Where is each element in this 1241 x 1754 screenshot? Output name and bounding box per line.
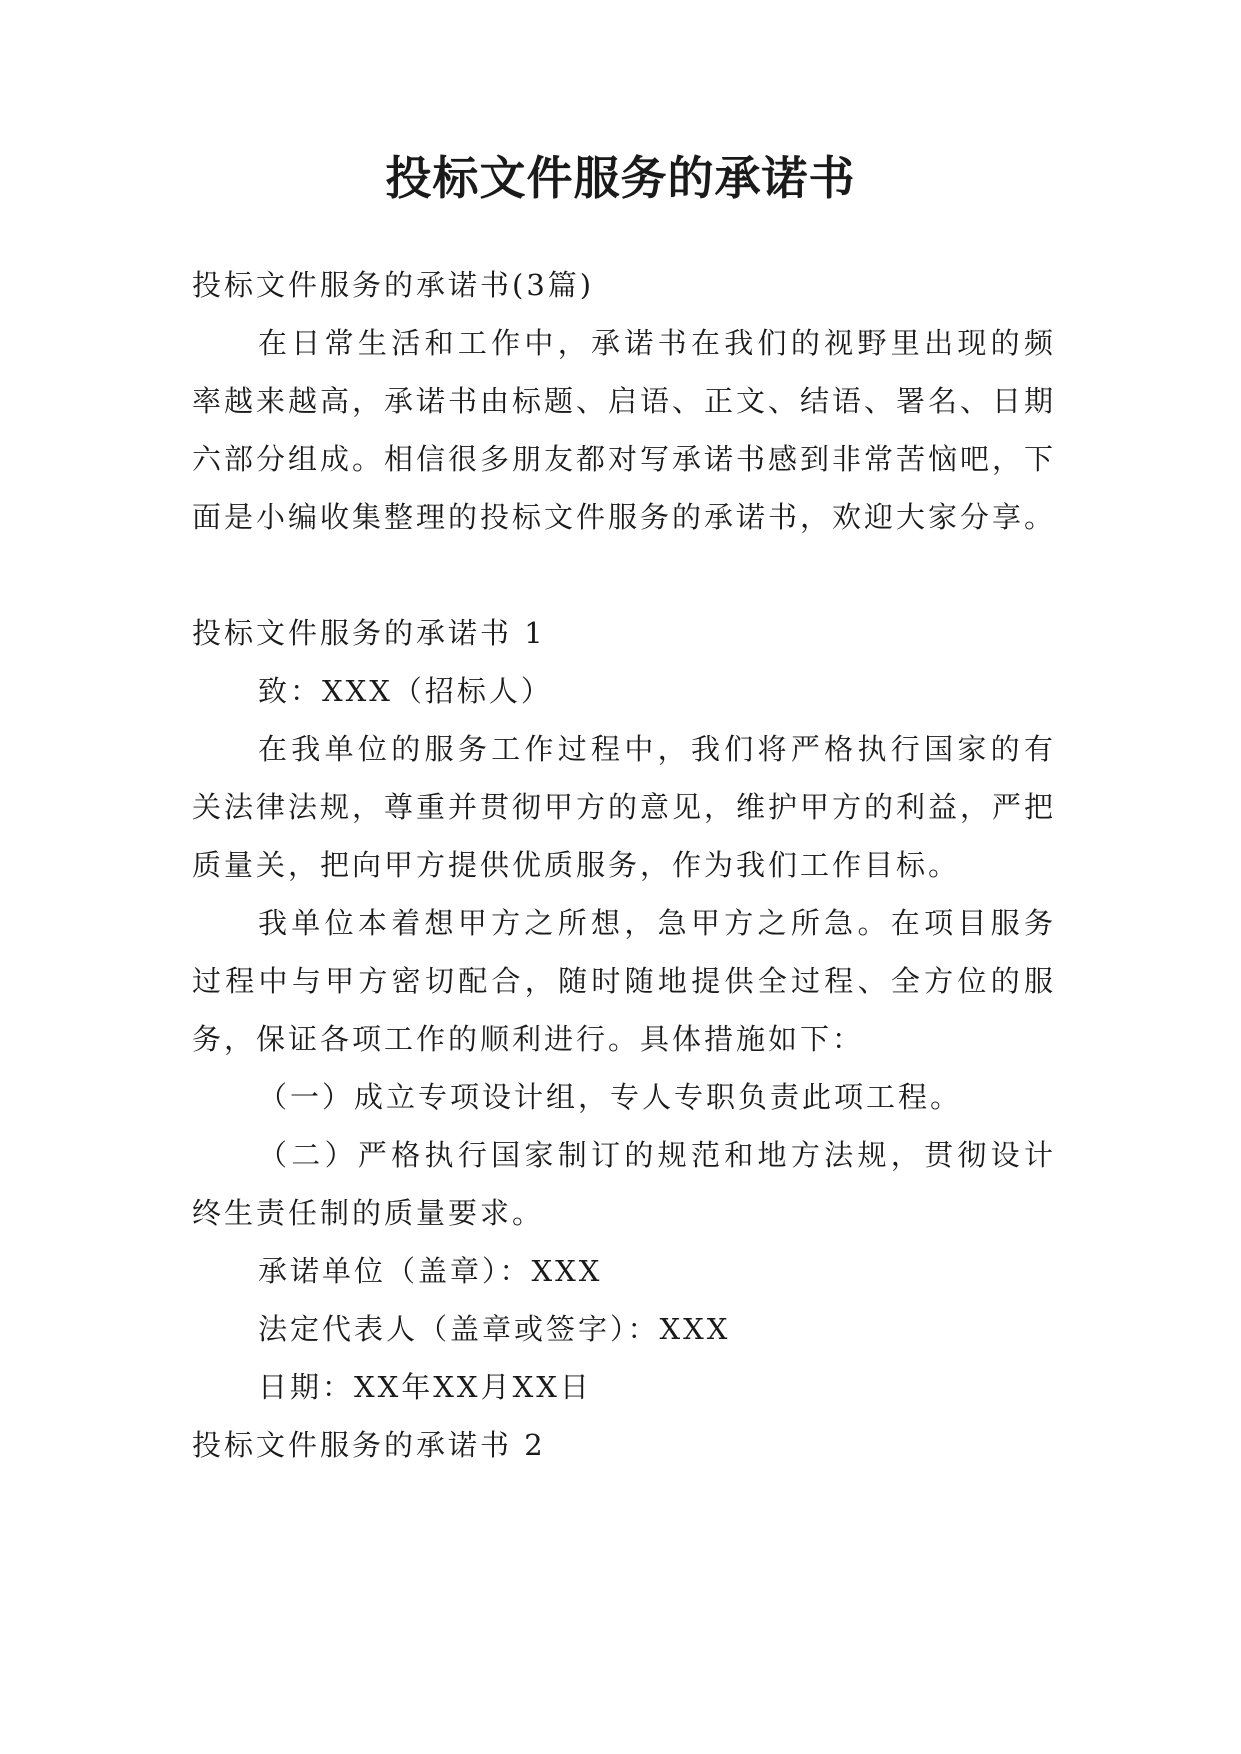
section-2-heading: 投标文件服务的承诺书 2 [192, 1428, 546, 1462]
section-1-heading: 投标文件服务的承诺书 1 [192, 616, 546, 650]
commitment-paragraph-1: 在我单位的服务工作过程中，我们将严格执行国家的有关法律法规，尊重并贯彻甲方的意见，维护甲方的利益，严把质量关，把向甲方提供优质服务，作为我们工作目标。 [192, 732, 1057, 882]
measure-item-2: （二）严格执行国家制订的规范和地方法规，贯彻设计终生责任制的质量要求。 [192, 1138, 1056, 1230]
intro-paragraph: 在日常生活和工作中，承诺书在我们的视野里出现的频率越来越高，承诺书由标题、启语、正文、结语、署名、日期六部分组成。相信很多朋友都对写承诺书感到非常苦恼吧，下面是小编收集整理的投标文件服务的承诺书，欢迎大家分享。 [192, 326, 1057, 534]
signature-unit: 承诺单位（盖章）：XXX [258, 1254, 603, 1288]
document-title: 投标文件服务的承诺书 [385, 151, 856, 205]
commitment-paragraph-2: 我单位本着想甲方之所想，急甲方之所急。在项目服务过程中与甲方密切配合，随时随地提供全过程、全方位的服务，保证各项工作的顺利进行。具体措施如下： [192, 906, 1056, 1056]
signature-representative: 法定代表人（盖章或签字）：XXX [258, 1312, 731, 1346]
document-subtitle: 投标文件服务的承诺书(3篇) [192, 268, 595, 302]
measure-item-1: （一）成立专项设计组，专人专职负责此项工程。 [258, 1080, 963, 1114]
document-body [192, 256, 1056, 1474]
addressee-line: 致：XXX（招标人） [258, 674, 553, 708]
signature-date: 日期：XX年XX月XX日 [258, 1370, 592, 1404]
